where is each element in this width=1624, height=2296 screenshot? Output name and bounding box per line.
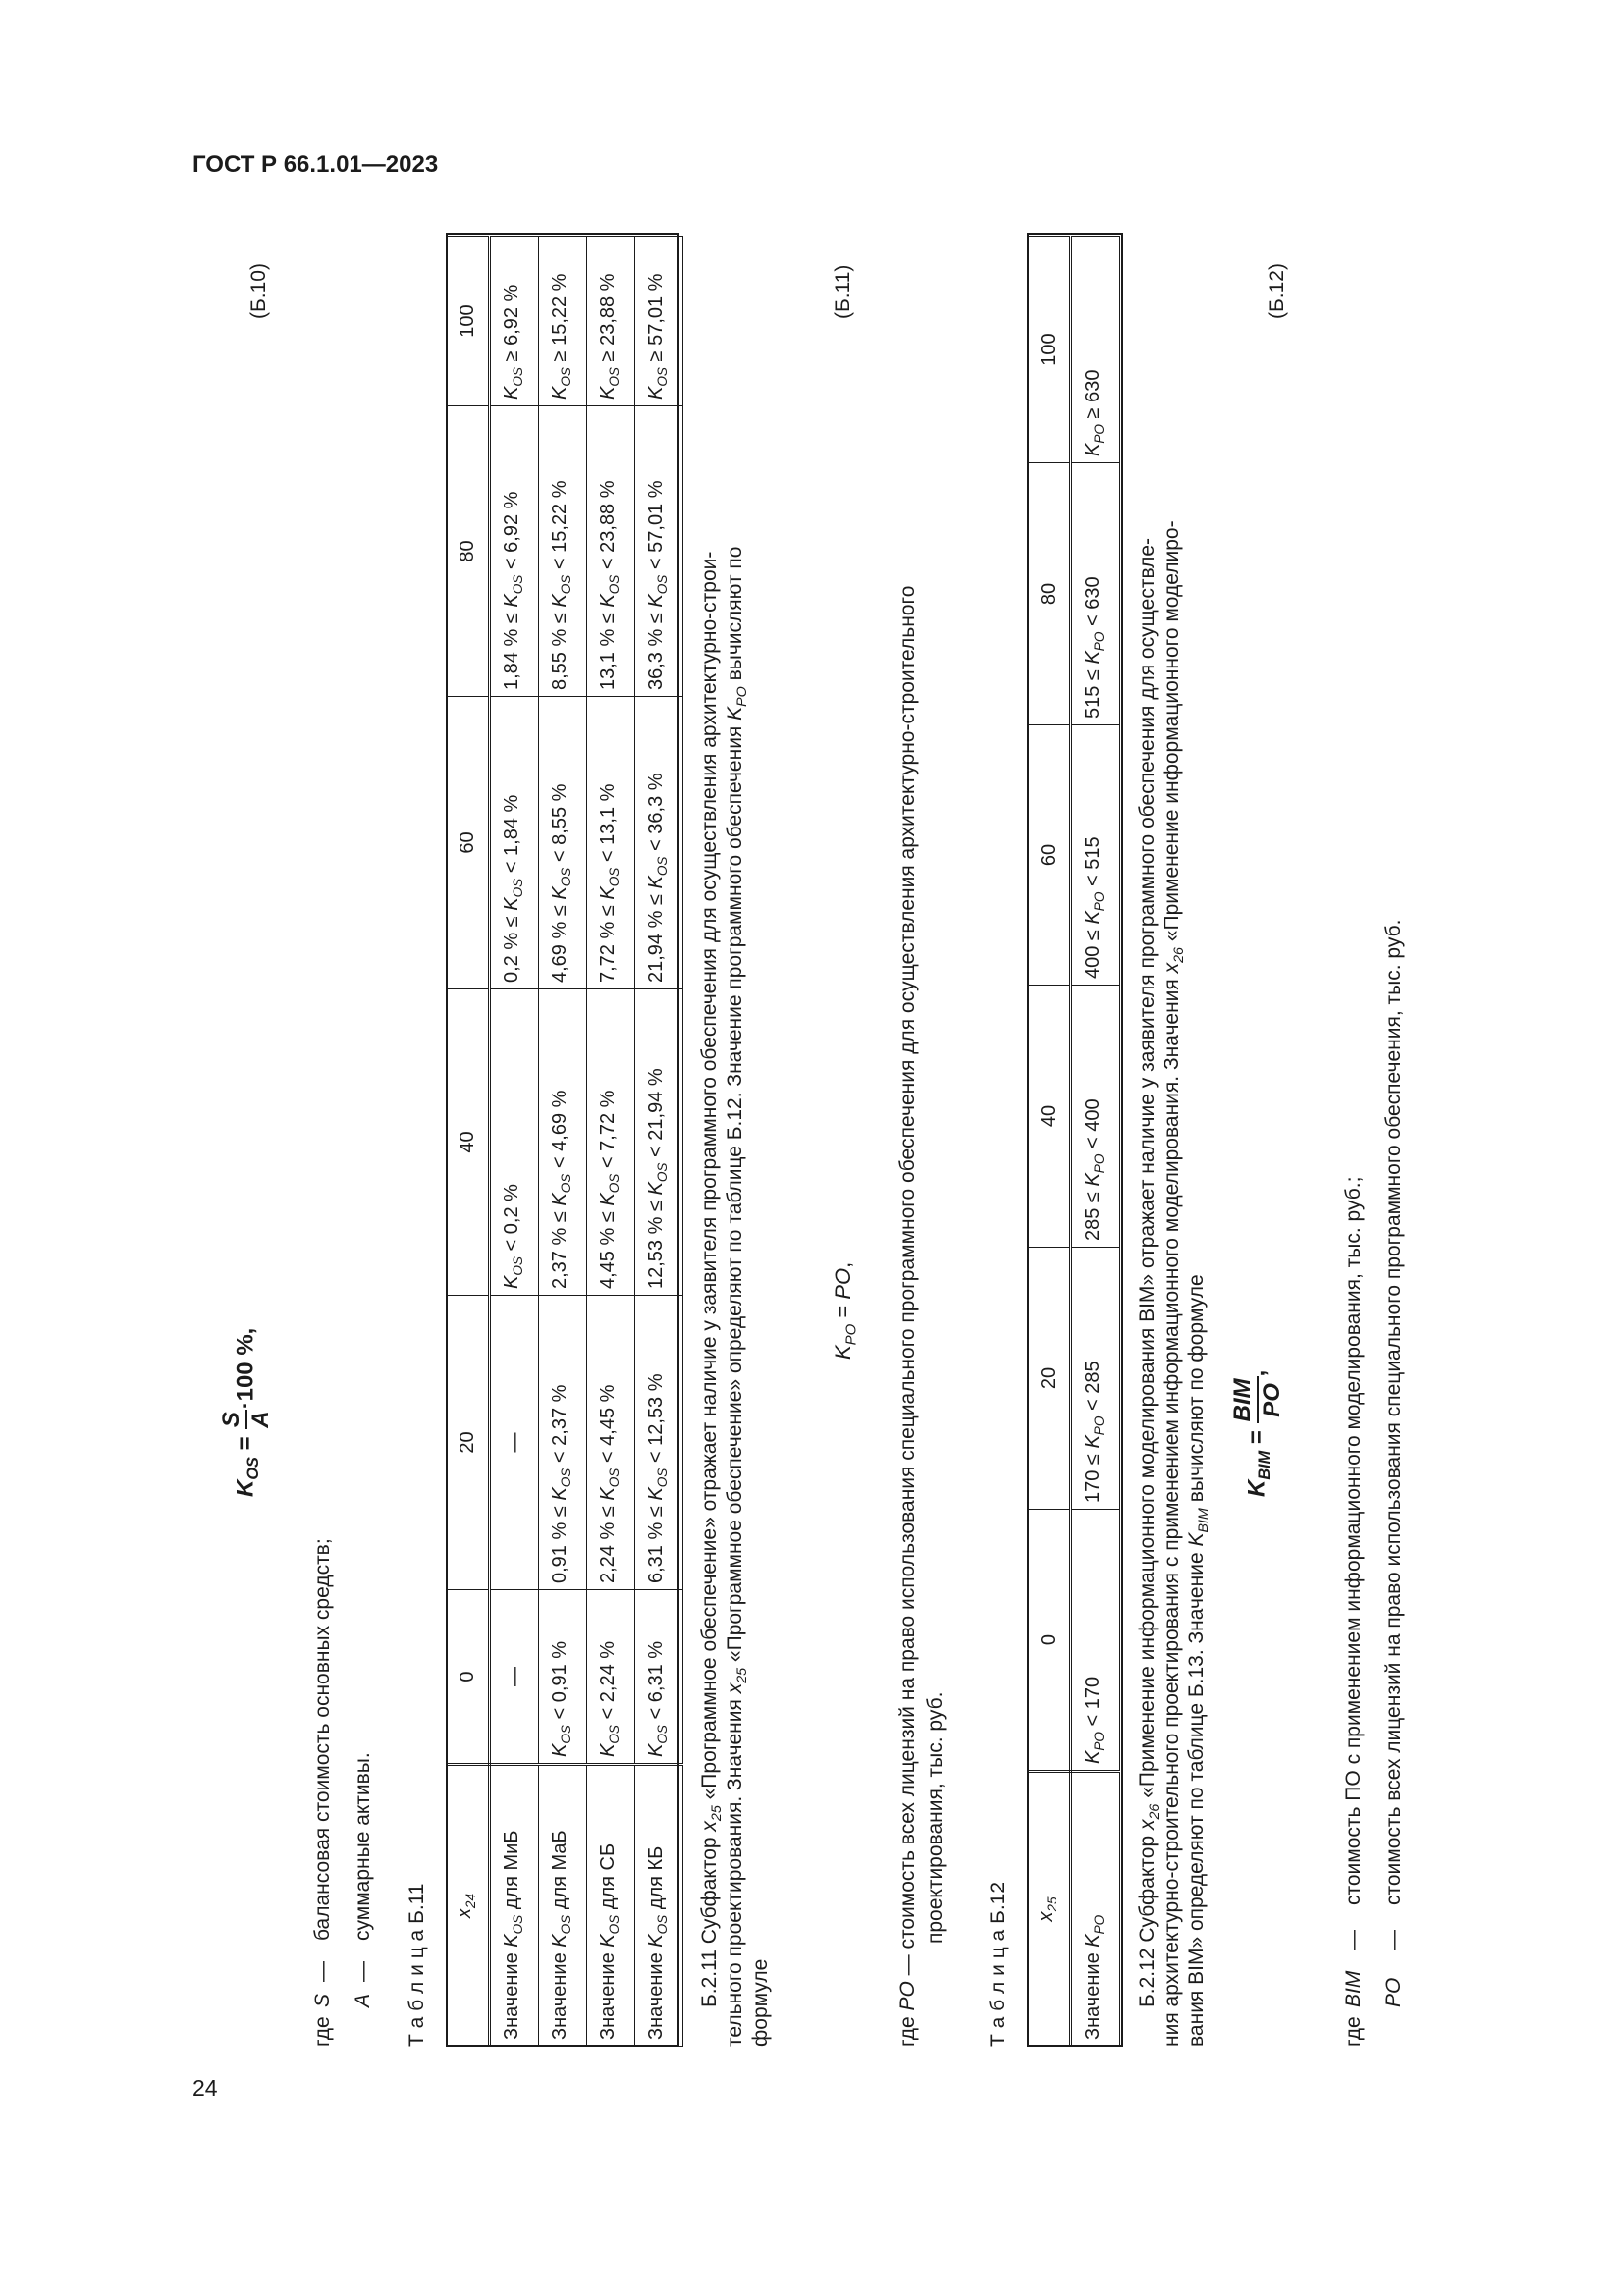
row-label: Значение $K_{OS}$ для МаБ	[539, 1765, 587, 2047]
paragraph-b212: Б.2.12 Субфактор $x_{26}$ «Применение информационного моделирования BIM» отражает наличие у заявителя программного обеспечения для осуществле- ния архитектурно-строительного проектирования с применением информационного моделирования. Значения $x_{26}$ «Применение информационного моделиро- вания BIM» определяют по таблице Б.13. Значение $K_{BIM}$ вычисляют по формуле	[1136, 520, 1213, 2047]
formula-b10: $K_{OS}$ = S A ·100 %,	[218, 1327, 274, 1497]
table-cell: 8,55 % ≤ $K_{OS} < 15,22$ %	[539, 406, 587, 697]
table-cell: $400 \le K_{PO} < 515$	[1071, 725, 1120, 986]
table-cell: $K_{OS} \ge 6,92$ %	[490, 237, 539, 406]
table-b11-caption: Т а б л и ц а Б.11	[406, 1883, 428, 2047]
table-cell: 2,24 % ≤ $K_{OS} < 4,45$ %	[587, 1296, 635, 1590]
header-cell: 80	[447, 406, 490, 697]
header-cell: 0	[1028, 1510, 1071, 1772]
header-cell: 40	[1028, 986, 1071, 1248]
header-cell: 100	[447, 237, 490, 406]
formula-b12-tag: (Б.12)	[1266, 263, 1288, 319]
formula-b11-tag: (Б.11)	[832, 264, 854, 319]
header-cell: 0	[447, 1590, 490, 1765]
table-b12	[1027, 236, 1120, 2047]
table-cell: $K_{OS} \ge 57,01$ %	[635, 237, 683, 406]
table-header-row	[447, 237, 490, 2047]
row-label: Значение $K_{OS}$ для КБ	[635, 1765, 683, 2047]
table-row	[1071, 237, 1120, 2047]
header-cell: 80	[1028, 463, 1071, 725]
table-cell: $K_{PO} \ge 630$	[1071, 237, 1120, 463]
where-b11: где PO — стоимость всех лицензий на право использования специального программного обеспечения для осуществления архитектурно-строительного проектирования, тыс. руб.	[896, 585, 947, 2047]
formula-b10-tag: (Б.10)	[247, 263, 270, 319]
table-cell: $K_{OS} \ge 23,88$ %	[587, 237, 635, 406]
table-cell: 12,53 % ≤ $K_{OS} < 21,94$ %	[635, 989, 683, 1296]
table-cell: —	[490, 1590, 539, 1765]
table-cell: $K_{OS} < 2,24$ %	[587, 1590, 635, 1765]
header-cell-x: $x_{25}$	[1028, 1772, 1071, 2047]
table-cell: 1,84 % ≤ $K_{OS} < 6,92$ %	[490, 406, 539, 697]
table-row	[539, 237, 587, 2047]
header-cell: 20	[1028, 1248, 1071, 1510]
paragraph-b211: Б.2.11 Субфактор $x_{25}$ «Программное обеспечение» отражает наличие у заявителя программного обеспечения для осуществления архитектурно-строи- тельного проектирования. Значения $x_{25}$ «Программное обеспечение» определяют по таблице Б.12. Значение программного обеспечения $K_{PO}$ вычисляют по формуле	[698, 546, 772, 2047]
rotated-page-content	[210, 231, 1428, 2047]
table-cell: 2,37 % ≤ $K_{OS} < 4,69$ %	[539, 989, 587, 1296]
formula-b11: $K_{PO}$ = PO,	[831, 1261, 860, 1360]
table-b11	[446, 236, 683, 2047]
row-label: Значение $K_{PO}$	[1071, 1772, 1120, 2047]
row-label: Значение $K_{OS}$ для СБ	[587, 1765, 635, 2047]
table-cell: 21,94 % ≤ $K_{OS} < 36,3$ %	[635, 697, 683, 989]
table-header-row	[1028, 237, 1071, 2047]
table-cell: $K_{OS} < 0,2$ %	[490, 989, 539, 1296]
table-cell: 0,2 % ≤ $K_{OS} < 1,84$ %	[490, 697, 539, 989]
header-cell: 20	[447, 1296, 490, 1590]
header-cell: 60	[447, 697, 490, 989]
table-cell: $K_{OS} \ge 15,22$ %	[539, 237, 587, 406]
table-cell: $K_{OS} < 0,91$ %	[539, 1590, 587, 1765]
header-cell: 60	[1028, 725, 1071, 986]
table-cell: 7,72 % ≤ $K_{OS} < 13,1$ %	[587, 697, 635, 989]
table-cell: 36,3 % ≤ $K_{OS} < 57,01$ %	[635, 406, 683, 697]
where-b12: где BIM — стоимость ПО с применением информационного моделирования, тыс. руб.; PO — стоимость всех лицензий на право использования специального программного обеспечения, тыс. руб.	[1342, 919, 1405, 2047]
page-number: 24	[192, 2075, 218, 2101]
table-cell: 13,1 % ≤ $K_{OS} < 23,88$ %	[587, 406, 635, 697]
table-cell: —	[490, 1296, 539, 1590]
table-cell: $515 \le K_{PO} < 630$	[1071, 463, 1120, 725]
row-label: Значение $K_{OS}$ для МиБ	[490, 1765, 539, 2047]
table-cell: $285 \le K_{PO} < 400$	[1071, 986, 1120, 1248]
table-b12-caption: Т а б л и ц а Б.12	[987, 1881, 1009, 2047]
header-cell: 100	[1028, 237, 1071, 463]
table-row	[587, 237, 635, 2047]
formula-b12: $K_{BIM}$ = BIM PO ,	[1229, 1369, 1285, 1497]
table-cell: 4,45 % ≤ $K_{OS} < 7,72$ %	[587, 989, 635, 1296]
table-row	[490, 237, 539, 2047]
table-row	[635, 237, 683, 2047]
header-cell-x: $x_{24}$	[447, 1765, 490, 2047]
where-b10: где S — балансовая стоимость основных средств; A — суммарные активы.	[311, 1538, 374, 2047]
table-cell: $K_{PO} < 170$	[1071, 1510, 1120, 1772]
header-cell: 40	[447, 989, 490, 1296]
table-cell: 4,69 % ≤ $K_{OS} < 8,55$ %	[539, 697, 587, 989]
table-cell: 0,91 % ≤ $K_{OS} < 2,37$ %	[539, 1296, 587, 1590]
document-header: ГОСТ Р 66.1.01—2023	[192, 151, 439, 178]
table-cell: 6,31 % ≤ $K_{OS} < 12,53$ %	[635, 1296, 683, 1590]
table-cell: $170 \le K_{PO} < 285$	[1071, 1248, 1120, 1510]
table-cell: $K_{OS} < 6,31$ %	[635, 1590, 683, 1765]
